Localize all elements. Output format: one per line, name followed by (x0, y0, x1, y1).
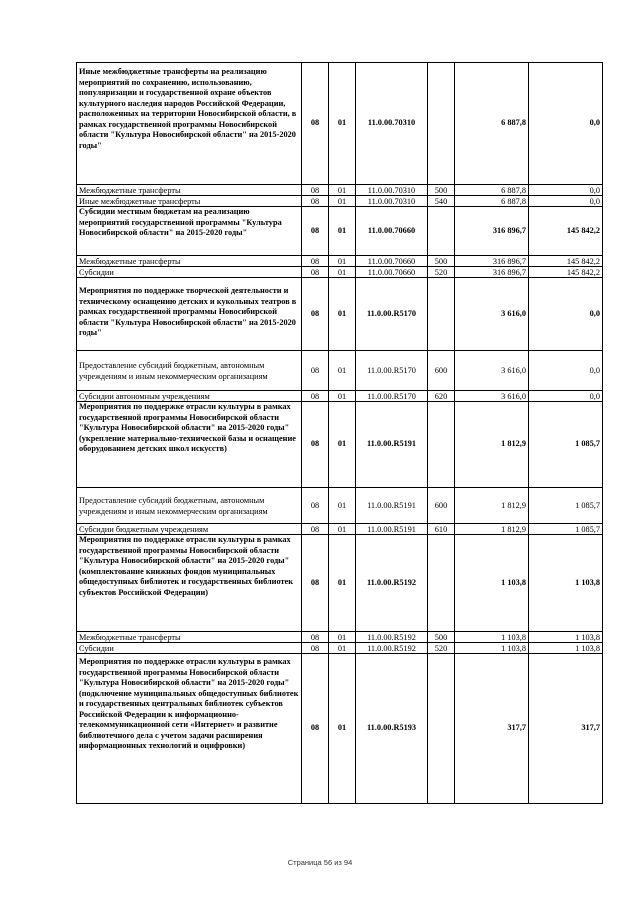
row-section: 08 (302, 643, 329, 654)
budget-table (76, 62, 603, 804)
row-section: 08 (302, 185, 329, 196)
row-target-article: 11.0.00.R5170 (356, 351, 428, 391)
row-subsection: 01 (329, 185, 356, 196)
row-target-article: 11.0.00.R5191 (356, 402, 428, 488)
row-expense-type (428, 654, 455, 804)
table-row (77, 278, 603, 351)
table-row (77, 207, 603, 256)
row-expense-type: 500 (428, 185, 455, 196)
row-expense-type: 500 (428, 256, 455, 267)
row-sum-1: 3 616,0 (455, 351, 529, 391)
row-sum-1: 1 103,8 (455, 632, 529, 643)
row-sum-1: 1 103,8 (455, 535, 529, 632)
row-subsection: 01 (329, 535, 356, 632)
row-expense-type: 620 (428, 391, 455, 402)
row-expense-type: 520 (428, 643, 455, 654)
row-sum-2: 1 103,8 (529, 632, 603, 643)
row-expense-type: 600 (428, 351, 455, 391)
row-subsection: 01 (329, 196, 356, 207)
row-name: Мероприятия по поддержке отрасли культуры в рамках государственной программы Новосибирской области "Культура Новосибирской области" на 2015-2020 годы" (укрепление материально-технической базы и оснащение оборудованием детских школ искусств) (77, 402, 302, 488)
row-section: 08 (302, 351, 329, 391)
row-name: Субсидии (77, 643, 302, 654)
row-target-article: 11.0.00.70660 (356, 207, 428, 256)
row-section: 08 (302, 402, 329, 488)
row-expense-type (428, 535, 455, 632)
row-sum-1: 3 616,0 (455, 391, 529, 402)
row-name: Субсидии автономным учреждениям (77, 391, 302, 402)
table-row (77, 196, 603, 207)
row-sum-2: 0,0 (529, 278, 603, 351)
row-sum-1: 316 896,7 (455, 207, 529, 256)
row-section: 08 (302, 196, 329, 207)
row-subsection: 01 (329, 207, 356, 256)
row-target-article: 11.0.00.R5170 (356, 278, 428, 351)
row-section: 08 (302, 632, 329, 643)
row-subsection: 01 (329, 278, 356, 351)
row-expense-type (428, 207, 455, 256)
row-subsection: 01 (329, 351, 356, 391)
row-sum-1: 316 896,7 (455, 256, 529, 267)
row-expense-type: 540 (428, 196, 455, 207)
row-section: 08 (302, 535, 329, 632)
row-sum-2: 1 085,7 (529, 524, 603, 535)
row-target-article: 11.0.00.70660 (356, 256, 428, 267)
row-target-article: 11.0.00.R5191 (356, 524, 428, 535)
row-expense-type: 600 (428, 488, 455, 524)
row-sum-2: 0,0 (529, 185, 603, 196)
row-sum-1: 316 896,7 (455, 267, 529, 278)
row-subsection: 01 (329, 524, 356, 535)
row-target-article: 11.0.00.R5191 (356, 488, 428, 524)
row-target-article: 11.0.00.70310 (356, 196, 428, 207)
page-number: Страница 56 из 94 (287, 858, 353, 867)
row-subsection: 01 (329, 643, 356, 654)
row-sum-1: 6 887,8 (455, 185, 529, 196)
row-sum-1: 1 103,8 (455, 643, 529, 654)
row-sum-2: 0,0 (529, 391, 603, 402)
row-section: 08 (302, 654, 329, 804)
row-expense-type: 610 (428, 524, 455, 535)
table-row (77, 654, 603, 804)
row-section: 08 (302, 488, 329, 524)
row-target-article: 11.0.00.R5170 (356, 391, 428, 402)
row-subsection: 01 (329, 654, 356, 804)
table-row (77, 267, 603, 278)
row-section: 08 (302, 278, 329, 351)
row-sum-1: 6 887,8 (455, 63, 529, 185)
row-subsection: 01 (329, 63, 356, 185)
row-name: Межбюджетные трансферты (77, 185, 302, 196)
row-sum-2: 0,0 (529, 351, 603, 391)
row-expense-type: 520 (428, 267, 455, 278)
table-row (77, 524, 603, 535)
row-section: 08 (302, 524, 329, 535)
row-sum-2: 145 842,2 (529, 256, 603, 267)
row-name: Мероприятия по поддержке отрасли культуры в рамках государственной программы Новосибирской области "Культура Новосибирской области" на 2015-2020 годы" (комплектование книжных фондов муниципальных общедоступных библиотек и государственных библиотек субъектов Российской Федерации) (77, 535, 302, 632)
row-expense-type (428, 402, 455, 488)
table-row (77, 643, 603, 654)
table-row (77, 535, 603, 632)
row-section: 08 (302, 207, 329, 256)
row-target-article: 11.0.00.70310 (356, 185, 428, 196)
row-subsection: 01 (329, 402, 356, 488)
row-name: Мероприятия по поддержке отрасли культуры в рамках государственной программы Новосибирской области "Культура Новосибирской области" на 2015-2020 годы" (подключение муниципальных общедоступных библиотек и государственных центральных библиотек субъектов Российской Федерации к информационно-телекоммуникационной сети «Интернет» и развитие библиотечного дела с учетом задачи расширения информационных технологий и оцифровки) (77, 654, 302, 804)
row-subsection: 01 (329, 256, 356, 267)
table-row (77, 63, 603, 185)
row-sum-2: 0,0 (529, 196, 603, 207)
row-sum-2: 145 842,2 (529, 267, 603, 278)
row-sum-2: 1 085,7 (529, 402, 603, 488)
row-name: Предоставление субсидий бюджетным, автономным учреждениям и иным некоммерческим организациям (77, 488, 302, 524)
row-section: 08 (302, 256, 329, 267)
row-sum-2: 1 103,8 (529, 643, 603, 654)
row-target-article: 11.0.00.70310 (356, 63, 428, 185)
row-name: Предоставление субсидий бюджетным, автономным учреждениям и иным некоммерческим организациям (77, 351, 302, 391)
table-row (77, 185, 603, 196)
table-row (77, 488, 603, 524)
row-sum-2: 317,7 (529, 654, 603, 804)
row-section: 08 (302, 267, 329, 278)
row-name: Мероприятия по поддержке творческой деятельности и техническому оснащению детских и кукольных театров в рамках государственной программы Новосибирской области "Культура Новосибирской области" на 2015-2020 годы" (77, 278, 302, 351)
row-expense-type: 500 (428, 632, 455, 643)
table-row (77, 391, 603, 402)
row-subsection: 01 (329, 391, 356, 402)
row-name: Субсидии местным бюджетам на реализацию мероприятий государственной программы "Культура Новосибирской области" на 2015-2020 годы" (77, 207, 302, 256)
row-name: Межбюджетные трансферты (77, 632, 302, 643)
row-sum-1: 1 812,9 (455, 488, 529, 524)
row-sum-2: 0,0 (529, 63, 603, 185)
table-row (77, 402, 603, 488)
row-target-article: 11.0.00.R5192 (356, 643, 428, 654)
row-sum-1: 1 812,9 (455, 402, 529, 488)
row-section: 08 (302, 391, 329, 402)
table-row (77, 256, 603, 267)
row-target-article: 11.0.00.R5192 (356, 535, 428, 632)
table-row (77, 351, 603, 391)
row-subsection: 01 (329, 488, 356, 524)
row-subsection: 01 (329, 267, 356, 278)
row-target-article: 11.0.00.R5193 (356, 654, 428, 804)
row-target-article: 11.0.00.R5192 (356, 632, 428, 643)
row-sum-1: 317,7 (455, 654, 529, 804)
row-subsection: 01 (329, 632, 356, 643)
row-sum-2: 1 103,8 (529, 535, 603, 632)
row-sum-1: 6 887,8 (455, 196, 529, 207)
row-name: Иные межбюджетные трансферты на реализацию мероприятий по сохранению, использованию, популяризации и государственной охране объектов культурного наследия народов Российской Федерации, расположенных на территории Новосибирской области, в рамках государственной программы Новосибирской области "Культура Новосибирской области" на 2015-2020 годы" (77, 63, 302, 185)
row-expense-type (428, 278, 455, 351)
table-row (77, 632, 603, 643)
row-expense-type (428, 63, 455, 185)
row-sum-1: 1 812,9 (455, 524, 529, 535)
row-sum-2: 145 842,2 (529, 207, 603, 256)
row-name: Иные межбюджетные трансферты (77, 196, 302, 207)
row-name: Субсидии бюджетным учреждениям (77, 524, 302, 535)
row-sum-2: 1 085,7 (529, 488, 603, 524)
row-sum-1: 3 616,0 (455, 278, 529, 351)
row-name: Субсидии (77, 267, 302, 278)
row-target-article: 11.0.00.70660 (356, 267, 428, 278)
row-name: Межбюджетные трансферты (77, 256, 302, 267)
row-section: 08 (302, 63, 329, 185)
